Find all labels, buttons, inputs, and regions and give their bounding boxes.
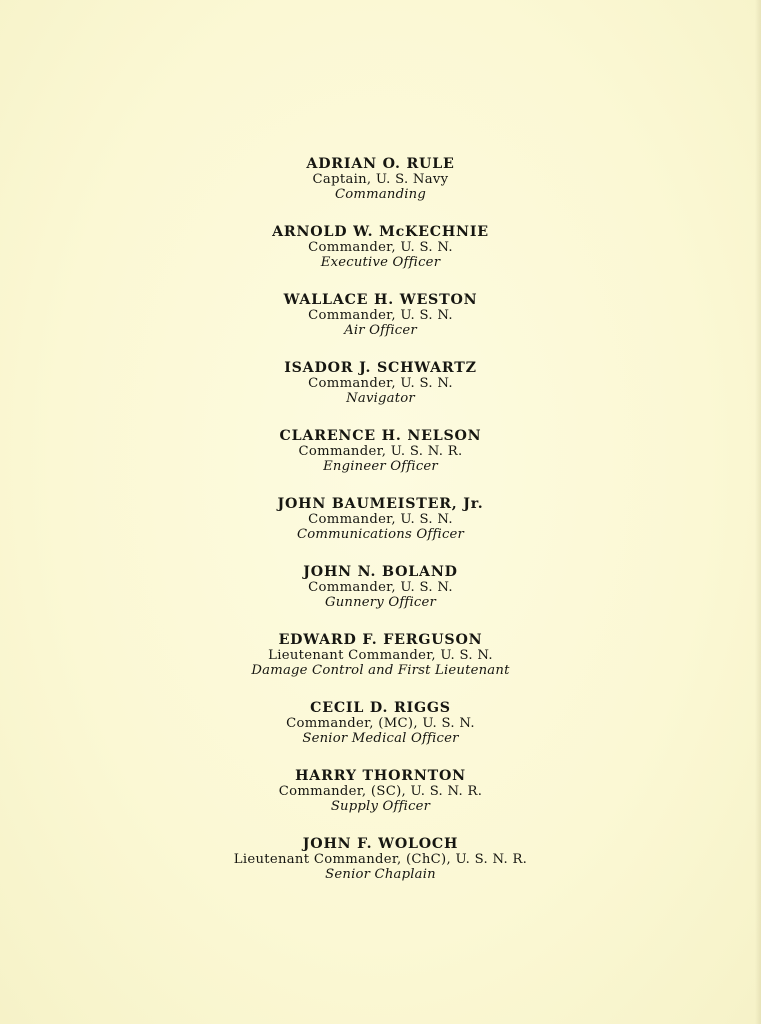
officer-entry — [0, 428, 761, 496]
officer-entry — [0, 564, 761, 632]
officer-name: CECIL D. RIGGS — [310, 700, 451, 716]
officer-entry — [0, 768, 761, 836]
officer-duty: Senior Chaplain — [325, 867, 436, 882]
officer-duty: Damage Control and First Lieutenant — [251, 663, 510, 678]
officer-duty: Executive Officer — [320, 255, 441, 270]
officer-entry — [0, 292, 761, 360]
officer-rank: Commander, U. S. N. — [308, 580, 453, 595]
officer-rank: Commander, U. S. N. R. — [298, 444, 463, 459]
officer-name: JOHN BAUMEISTER, Jr. — [277, 496, 484, 512]
officer-duty: Air Officer — [344, 323, 417, 338]
officer-name: HARRY THORNTON — [295, 768, 466, 784]
officer-rank: Commander, U. S. N. — [308, 376, 453, 391]
officer-duty: Engineer Officer — [323, 459, 438, 474]
officer-duty: Navigator — [346, 391, 415, 406]
officer-rank: Captain, U. S. Navy — [312, 172, 449, 187]
officer-rank: Lieutenant Commander, U. S. N. — [268, 648, 493, 663]
officer-name: JOHN N. BOLAND — [303, 564, 458, 580]
officer-rank: Commander, U. S. N. — [308, 308, 453, 323]
officer-entry — [0, 836, 761, 904]
officer-rank: Commander, U. S. N. — [308, 240, 453, 255]
officer-duty: Communications Officer — [296, 527, 465, 542]
officer-entry — [0, 360, 761, 428]
officer-name: ADRIAN O. RULE — [306, 156, 455, 172]
officer-duty: Commanding — [335, 187, 426, 202]
officer-duty: Supply Officer — [330, 799, 431, 814]
officer-entry — [0, 156, 761, 224]
officer-roster — [0, 156, 761, 904]
officer-name: ARNOLD W. McKECHNIE — [272, 224, 489, 240]
officer-duty: Gunnery Officer — [324, 595, 437, 610]
officer-name: CLARENCE H. NELSON — [279, 428, 482, 444]
officer-rank: Commander, U. S. N. — [308, 512, 453, 527]
officer-name: ISADOR J. SCHWARTZ — [284, 360, 477, 376]
officer-name: JOHN F. WOLOCH — [302, 836, 459, 852]
officer-rank: Lieutenant Commander, (ChC), U. S. N. R. — [233, 852, 528, 867]
officer-name: EDWARD F. FERGUSON — [278, 632, 483, 648]
officer-rank: Commander, (MC), U. S. N. — [286, 716, 475, 731]
officer-entry — [0, 496, 761, 564]
officer-duty: Senior Medical Officer — [302, 731, 459, 746]
officer-name: WALLACE H. WESTON — [283, 292, 478, 308]
officer-rank: Commander, (SC), U. S. N. R. — [278, 784, 483, 799]
officer-entry — [0, 632, 761, 700]
officer-entry — [0, 224, 761, 292]
officer-entry — [0, 700, 761, 768]
